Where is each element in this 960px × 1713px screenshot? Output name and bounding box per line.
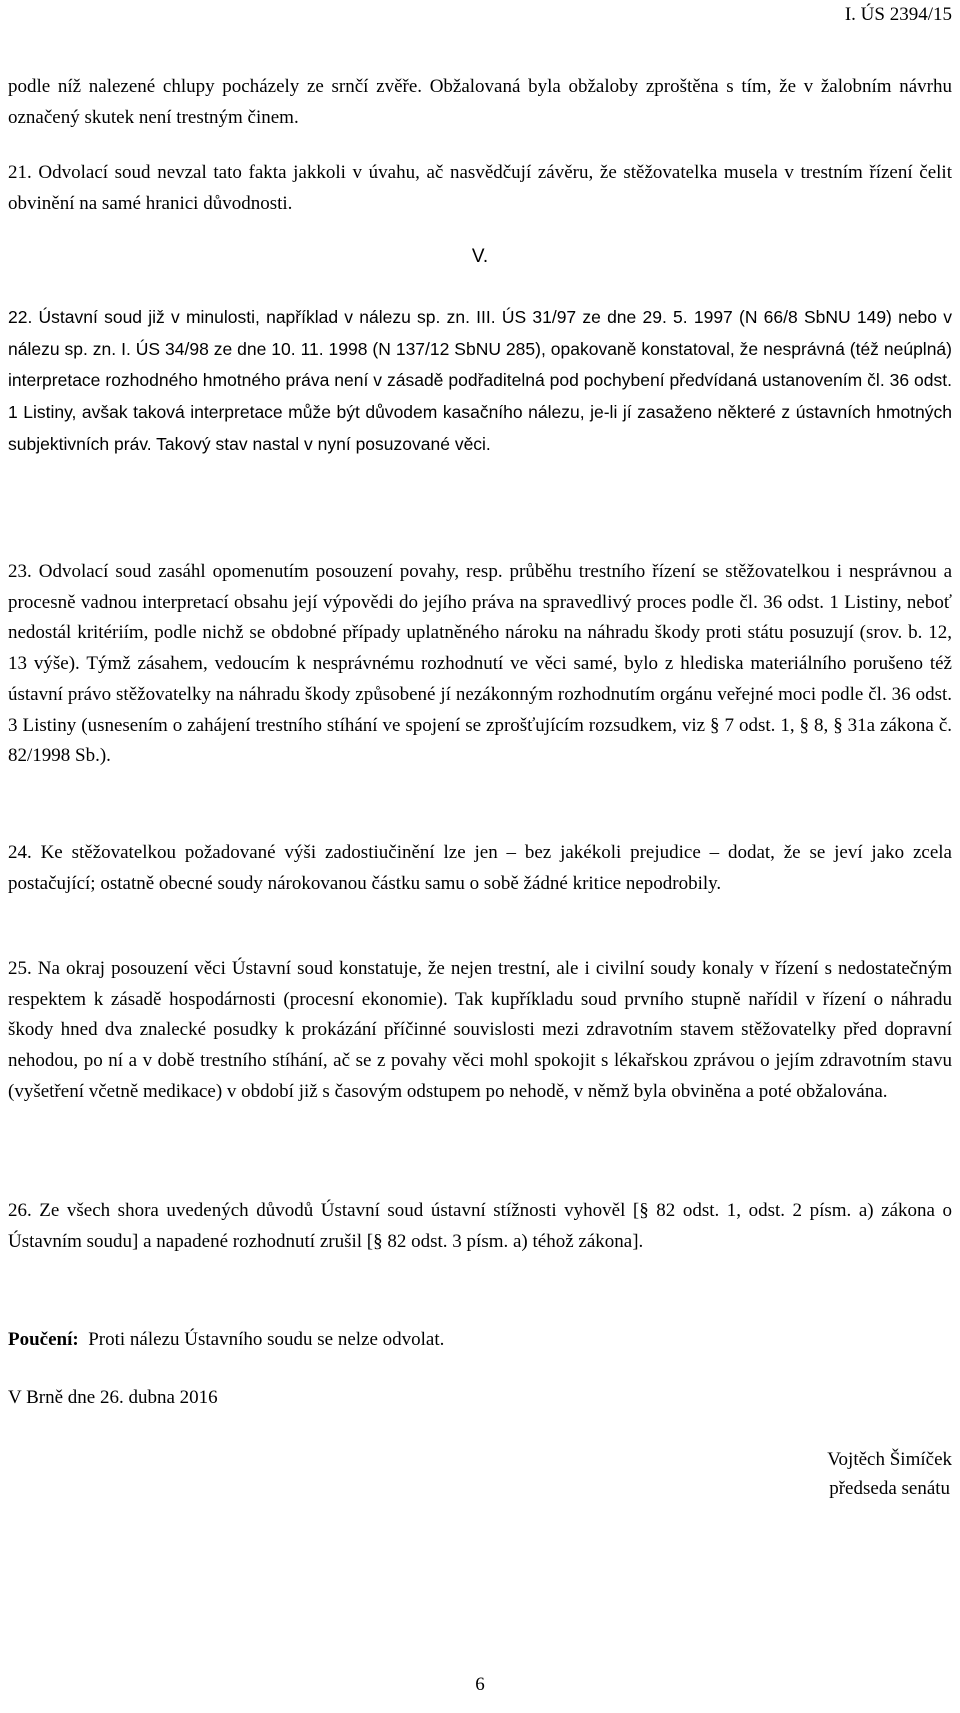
paragraph-21-text: 21. Odvolací soud nevzal tato fakta jakkoli v úvahu, ač nasvědčují závěru, že stěžovatelka musela v trestním řízení čelit obvinění na samé hranici důvodnosti. [8, 162, 952, 214]
paragraph-25: 25. Na okraj posouzení věci Ústavní soud konstatuje, že nejen trestní, ale i civilní soudy konaly v řízení s nedostatečným respektem k zásadě hospodárnosti (procesní ekonomie). Tak kupříkladu soud prvního stupně nařídil v řízení o náhradu škody hned dva znalecké posudky k prokázání příčinné souvislosti mezi zdravotním stavem stěžovatelky před dopravní nehodou, po ní a v době trestního stíhání, ač se z povahy věci mohl spokojit s lékařskou zprávou o jejím zdravotním stavu (vyšetření včetně medikace) v období již s časovým odstupem po nehodě, v němž byla obviněna a poté obžalována. [8, 958, 952, 1102]
page-number: 6 [475, 1674, 485, 1695]
instruction-text: Proti nálezu Ústavního soudu se nelze odvolat. [88, 1329, 445, 1350]
signature-name: Vojtěch Šimíček [827, 1449, 952, 1470]
paragraph-22-text: 22. Ústavní soud již v minulosti, například v nálezu sp. zn. III. ÚS 31/97 ze dne 29. 5. 1997 (N 66/8 SbNU 149) nebo v nálezu sp. zn. I. ÚS 34/98 ze dne 10. 11. 1998 (N 137/12 SbNU 285), opakovaně konstatoval, že nesprávná (též neúplná) interpretace rozhodného hmotného práva není v zásadě podřaditelná pod pochybení předvídaná ustanovením čl. 36 odst. 1 Listiny, avšak taková interpretace může být důvodem kasačního nálezu, je-li jí zasaženo některé z ústavních hmotných subjektivních práv. Takový stav nastal v nyní posuzované věci. [8, 307, 952, 454]
case-number-header: I. ÚS 2394/15 [844, 4, 952, 25]
paragraph-22 [8, 302, 952, 461]
instruction-paragraph [8, 1325, 952, 1356]
paragraph-26: 26. Ze všech shora uvedených důvodů Ústavní soud ústavní stížnosti vyhověl [§ 82 odst. 1, odst. 2 písm. a) zákona o Ústavním soudu] a napadené rozhodnutí zrušil [§ 82 odst. 3 písm. a) téhož zákona]. [8, 1200, 952, 1252]
signature-role: předseda senátu [829, 1478, 951, 1499]
instruction-label: Poučení: [8, 1329, 79, 1350]
paragraph-21 [8, 158, 952, 219]
place-date: V Brně dne 26. dubna 2016 [8, 1387, 218, 1408]
paragraph-20-continuation: podle níž nalezené chlupy pocházely ze srnčí zvěře. Obžalovaná byla obžaloby zproštěna s tím, že v žalobním návrhu označený skutek není trestným činem. [8, 76, 952, 128]
signature-block [827, 1445, 952, 1503]
paragraph-24: 24. Ke stěžovatelkou požadované výši zadostiučinění lze jen – bez jakékoli prejudice – dodat, že se jeví jako zcela postačující; ostatně obecné soudy nárokovanou částku samu o sobě žádné kritice nepodrobily. [8, 842, 952, 894]
paragraph-23: 23. Odvolací soud zasáhl opomenutím posouzení povahy, resp. průběhu trestního řízení se stěžovatelkou i nesprávnou a procesně vadnou interpretací obsahu její výpovědi do jejího práva na spravedlivý proces podle čl. 36 odst. 1 Listiny, neboť nedostál kritériím, podle nichž se obdobné případy uplatněného nároku na náhradu škody proti státu posuzují (srov. b. 12, 13 výše). Týmž zásahem, vedoucím k nesprávnému rozhodnutí ve věci samé, bylo z hlediska materiálního porušeno též ústavní právo stěžovatelky na náhradu škody způsobené jí nezákonným rozhodnutím orgánu veřejné moci podle čl. 36 odst. 3 Listiny (usnesením o zahájení trestního stíhání ve spojení se zprošťujícím rozsudkem, viz § 7 odst. 1, § 8, § 31a zákona č. 82/1998 Sb.). [8, 561, 952, 767]
section-heading: V. [471, 246, 489, 267]
